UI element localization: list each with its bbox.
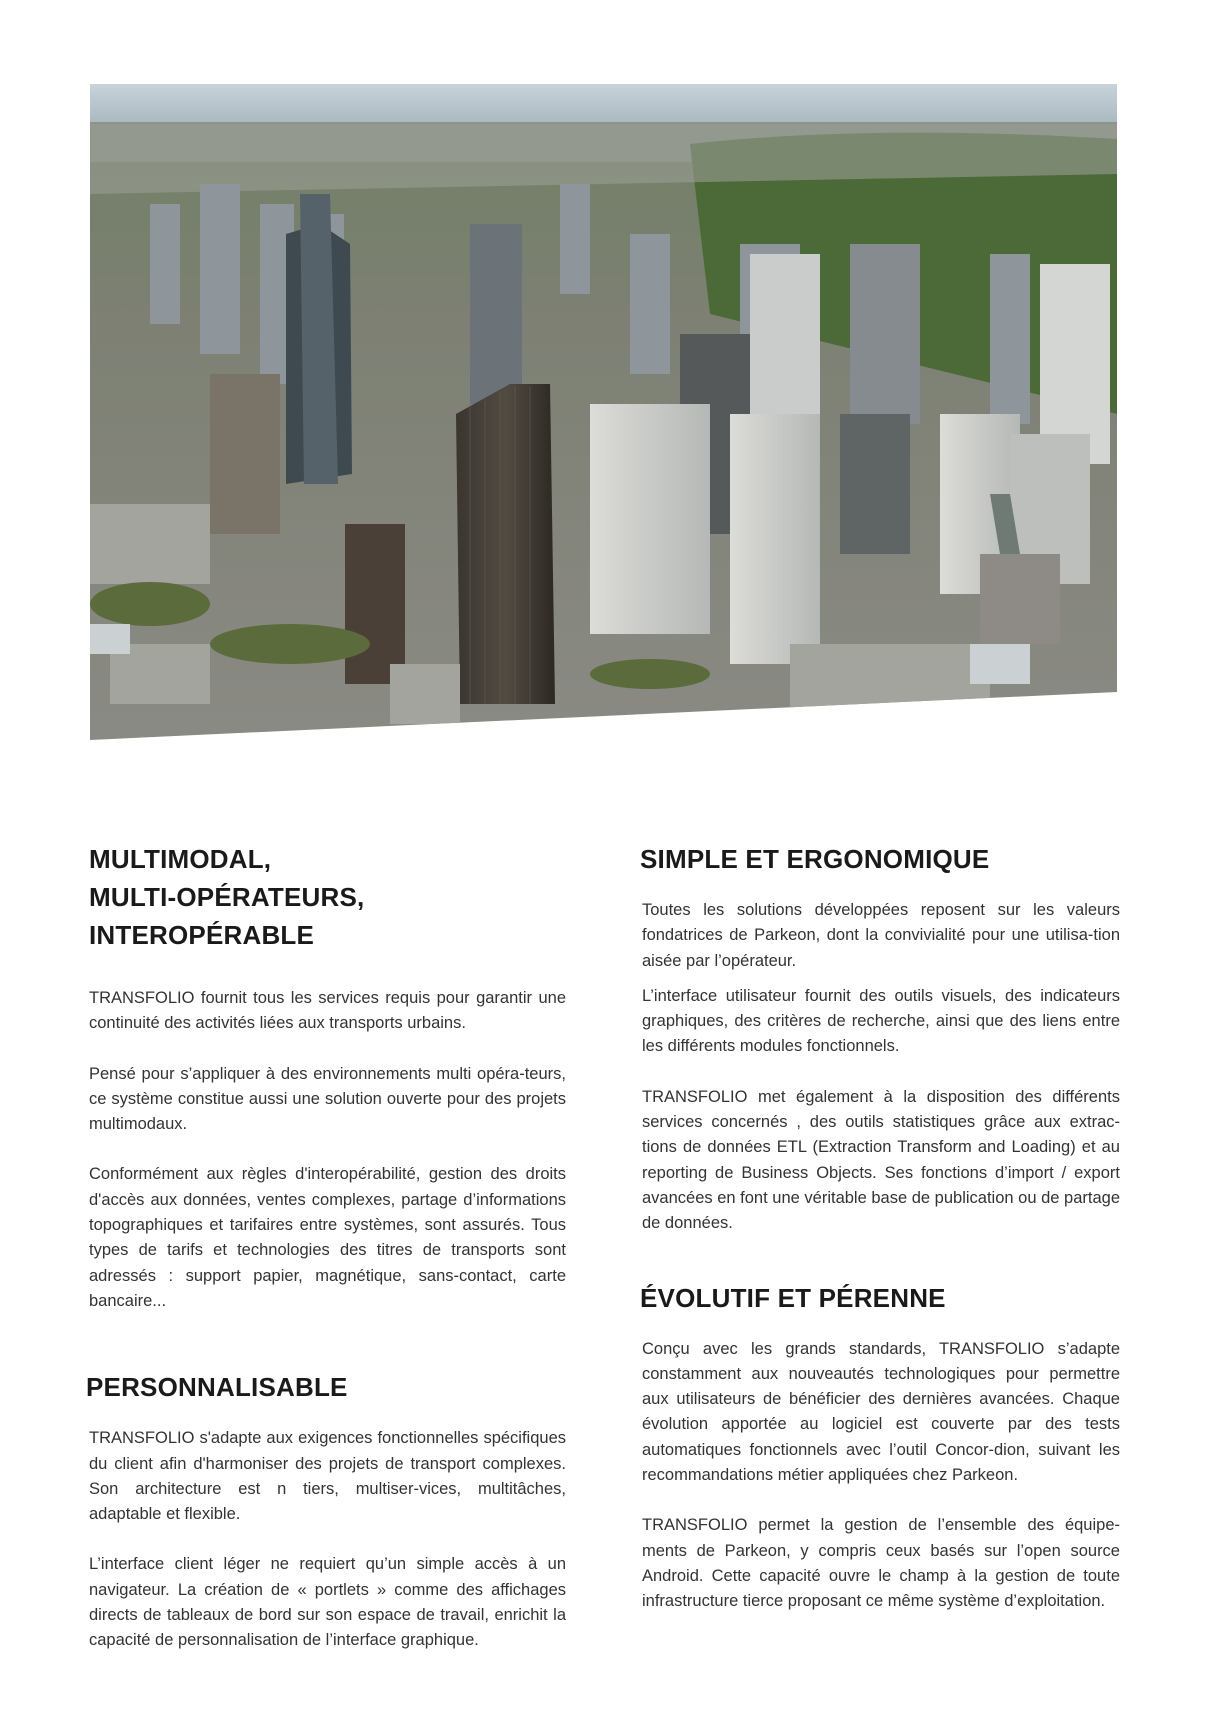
paragraph: TRANSFOLIO fournit tous les services requis pour garantir une continuité des activités liées aux transports urbains. — [89, 989, 566, 1033]
paragraph: L’interface utilisateur fournit des outils visuels, des indicateurs graphiques, des critères de recherche, ainsi que des liens entre les différents modules fonctionnels. — [642, 986, 1120, 1056]
paragraph: Pensé pour s’appliquer à des environnements multi opéra-teurs, ce système constitue aussi une solution ouverte pour des projets multimodaux. — [89, 1064, 566, 1134]
city-aerial-photo — [90, 84, 1117, 740]
title-line: MULTI-OPÉRATEURS, — [89, 882, 365, 912]
section-title-simple-ergonomique: SIMPLE ET ERGONOMIQUE — [640, 844, 990, 874]
paragraph: TRANSFOLIO s'adapte aux exigences fonctionnelles spécifiques du client afin d'harmoniser des projets de transport complexes. Son architecture est n tiers, multiser-vices, multitâches, adaptable et flexible. — [89, 1429, 566, 1524]
paragraph: TRANSFOLIO permet la gestion de l’ensemble des équipe-ments de Parkeon, y compris ceux basés sur l’open source Android. Cette capacité ouvre le champ à la gestion de toute infrastructure tierce proposant ce même système d’exploitation. — [642, 1516, 1120, 1611]
right-column — [642, 840, 1120, 1615]
section-title-evolutif-perenne: ÉVOLUTIF ET PÉRENNE — [640, 1282, 946, 1313]
city-skyline-image — [90, 84, 1117, 740]
left-column — [86, 840, 566, 1654]
paragraph: Conçu avec les grands standards, TRANSFOLIO s’adapte constamment aux nouveautés technologiques pour permettre aux utilisateurs de bénéficier des dernières avancées. Chaque évolution apportée au logiciel est couverte par des tests automatiques fonctionnels avec l’outil Concor-dion, suivant les recommandations métier appliquées chez Parkeon. — [642, 1339, 1120, 1485]
section-title-multimodal — [89, 840, 566, 954]
section-title-personnalisable: PERSONNALISABLE — [86, 1372, 348, 1403]
title-line: INTEROPÉRABLE — [89, 920, 315, 950]
paragraph: TRANSFOLIO met également à la disposition des différents services concernés , des outils statistiques grâce aux extrac-tions de données ETL (Extraction Transform and Loading) et au reporting de Business Objects. Ses fonctions d’import / export avancées en font une véritable base de publication ou de partage de données. — [642, 1087, 1120, 1233]
title-line: MULTIMODAL, — [89, 844, 272, 874]
paragraph: L’interface client léger ne requiert qu’un simple accès à un navigateur. La création de « portlets » comme des affichages directs de tableaux de bord sur son espace de travail, enrichit la capacité de personnalisation de l’interface graphique. — [89, 1555, 566, 1650]
paragraph: Conformément aux règles d'interopérabilité, gestion des droits d'accès aux données, ventes complexes, partage d’informations topographiques et tarifaires entre systèmes, sont assurés. Tous types de tarifs et technologies des titres de transports sont adressés : support papier, magnétique, sans-contact, carte bancaire... — [89, 1165, 566, 1310]
paragraph: Toutes les solutions développées reposent sur les valeurs fondatrices de Parkeon, dont la convivialité pour une utilisa-tion aisée par l’opérateur. — [642, 901, 1120, 970]
